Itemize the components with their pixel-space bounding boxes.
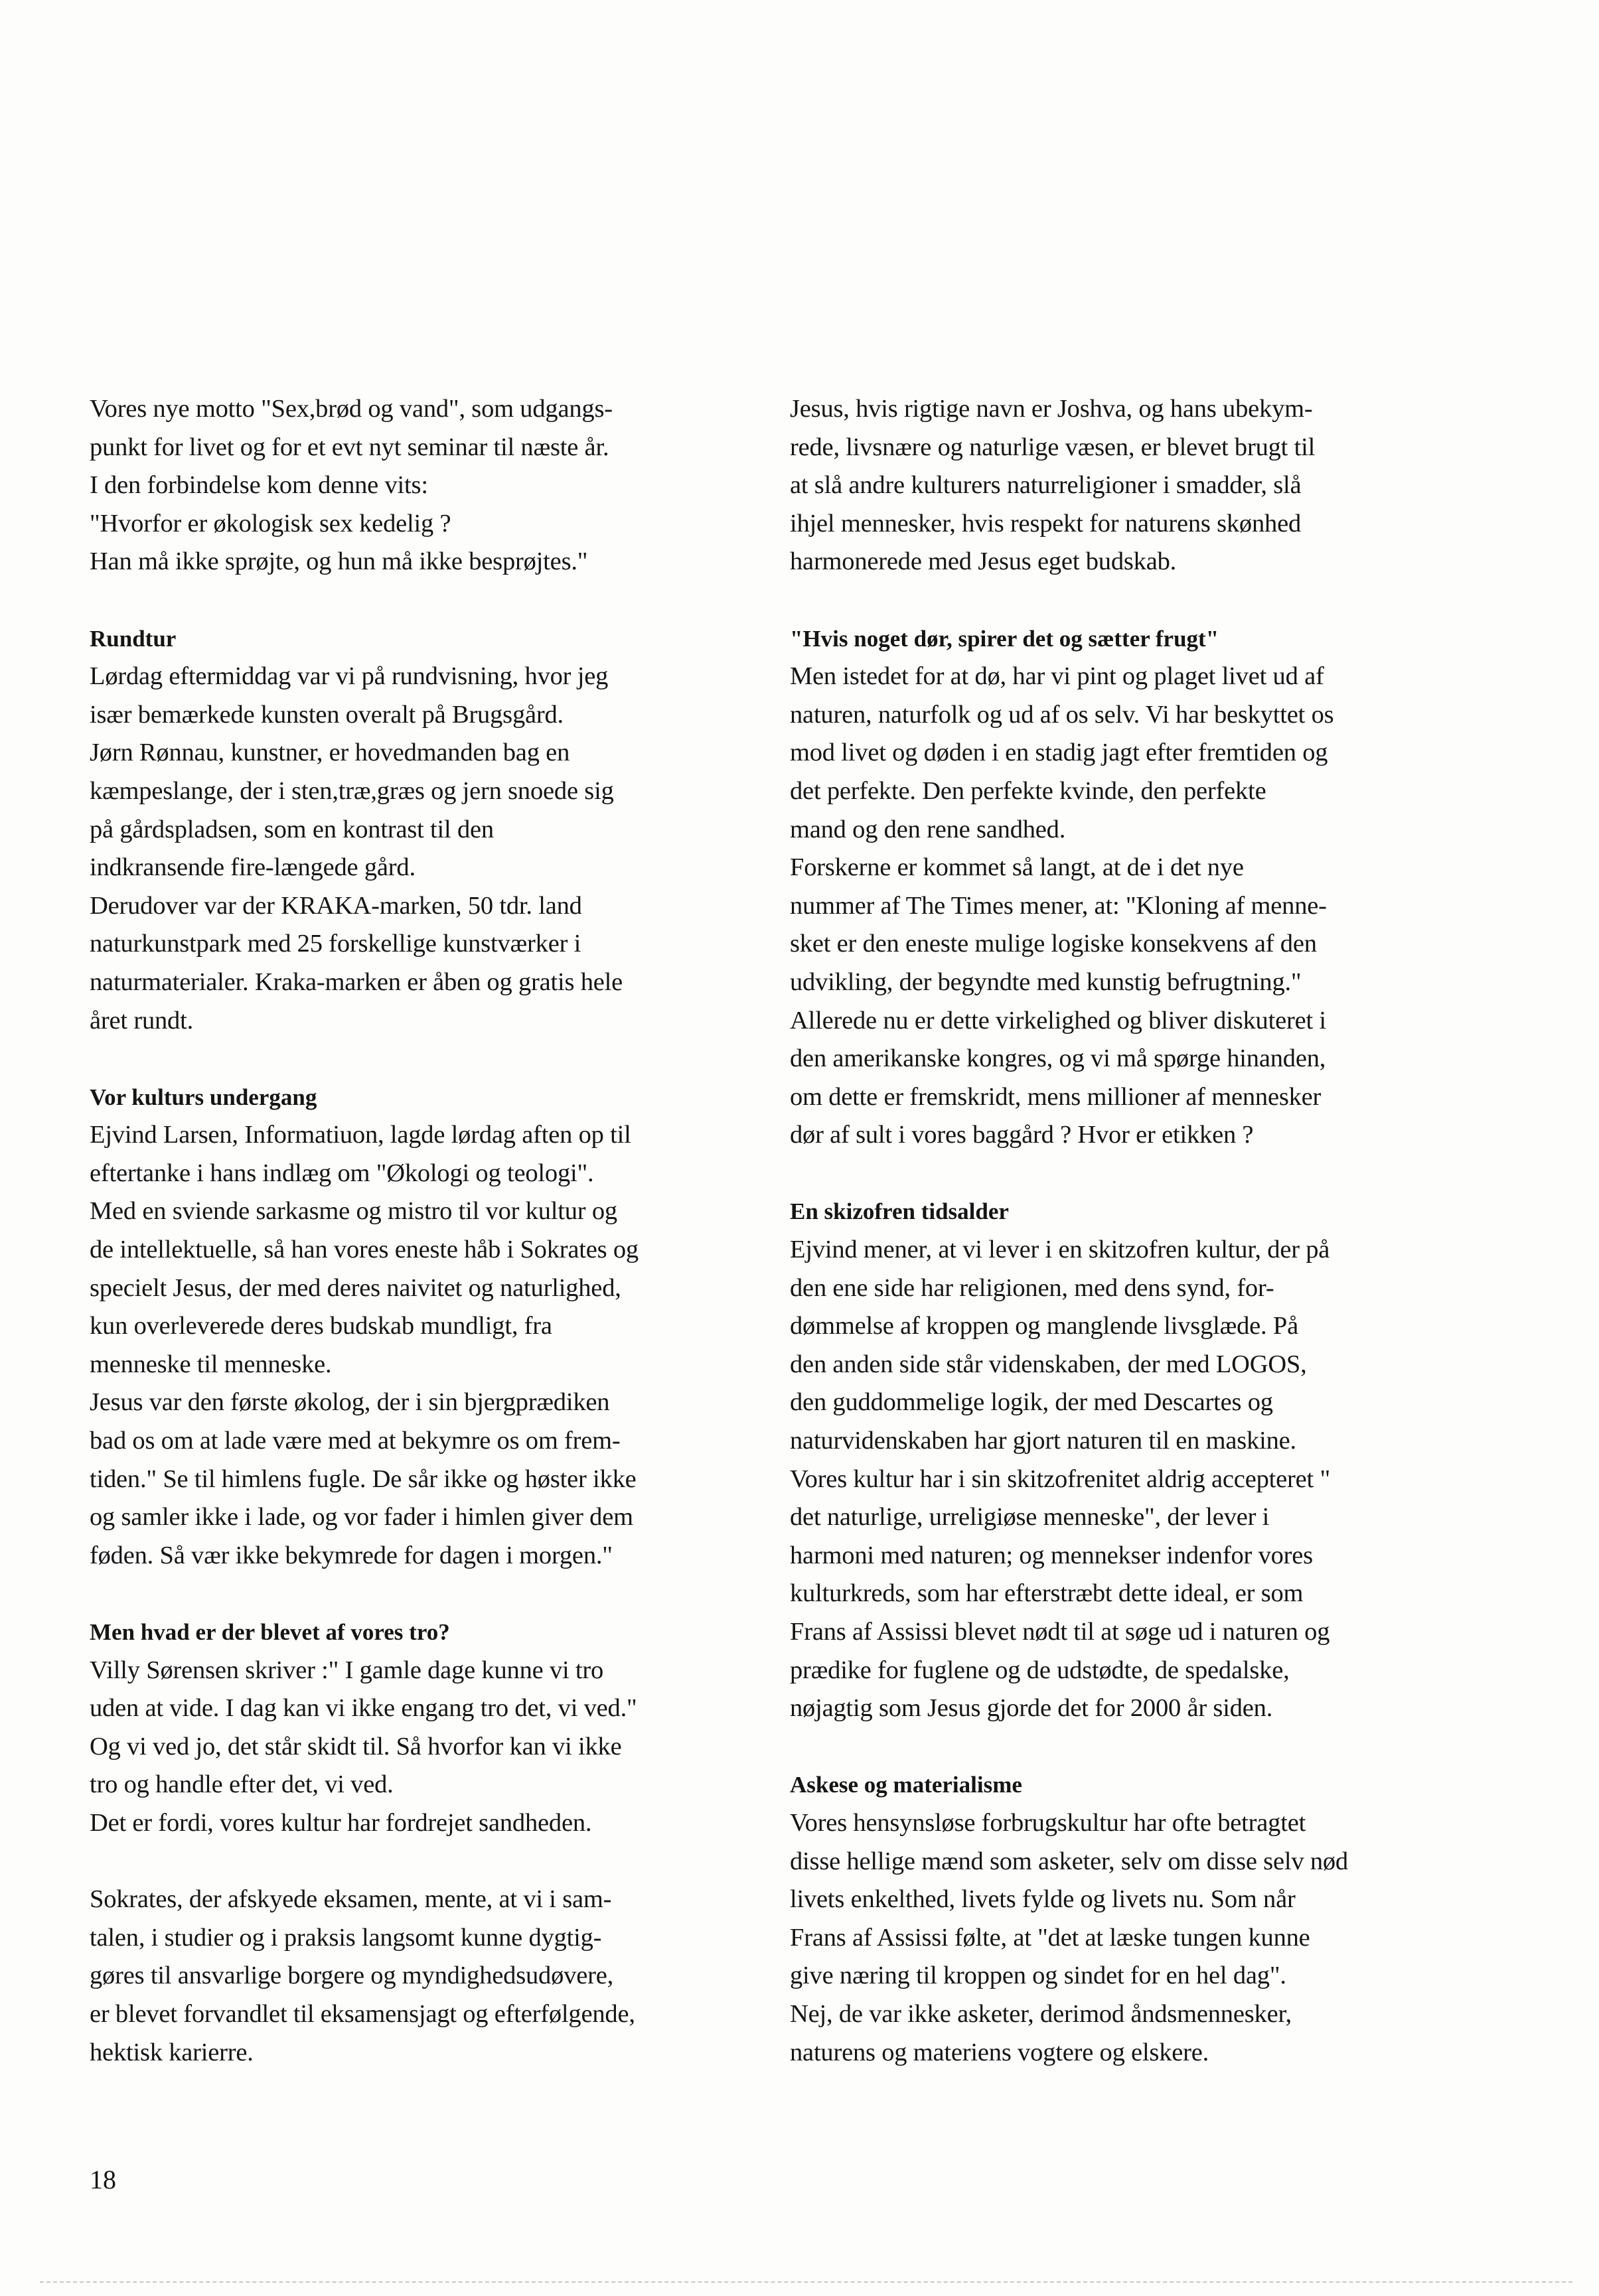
undergang-paragraph: Ejvind Larsen, Informatiuon, lagde lørdag aften op til eftertanke i hans indlæg om "Økologi og teologi". Med en sviende sarkasme og mistro til vor kultur og de intellektuelle, så han vores eneste håb i Sokrates og specielt Jesus, der med deres naivitet og naturlighed, kun overleverede deres budskab mundligt, fra menneske til menneske. Jesus var den første økolog, der i sin bjergprædiken bad os om at lade være med at bekymre os om frem- tiden." Se til himlens fugle. De sår ikke og høster ikke og samler ikke i lade, og vor fader i himlen giver dem føden. Så vær ikke bekymrede for dagen i morgen." [90, 1121, 639, 1569]
paragraph-gap [790, 581, 1460, 620]
bottom-scan-rule [40, 2281, 1572, 2283]
rundtur-paragraph: Lørdag eftermiddag var vi på rundvisning, hvor jeg især bemærkede kunsten overalt på Brugsgård. Jørn Rønnau, kunstner, er hovedmanden bag en kæmpeslange, der i sten,træ,græs og jern snoede sig på gårdspladsen, som en kontrast til den indkransende fire-længede gård. Derudover var der KRAKA-marken, 50 tdr. land naturkunstpark med 25 forskellige kunstværker i naturmaterialer. Kraka-marken er åben og gratis hele året rundt. [90, 662, 623, 1035]
doer-heading: "Hvis noget dør, spirer det og sætter frugt" [790, 625, 1219, 652]
paragraph-gap [790, 1728, 1460, 1766]
skizofren-heading: En skizofren tidsalder [790, 1198, 1009, 1225]
tro-paragraph: Villy Sørensen skriver :" I gamle dage kunne vi tro uden at vide. I dag kan vi ikke engang tro det, vi ved." Og vi ved jo, det står skidt til. Så hvorfor kan vi ikke tro og handle efter det, vi ved. Det er fordi, vores kultur har fordrejet sandheden. [90, 1656, 637, 1837]
paragraph-gap [790, 1155, 1460, 1193]
right-column [790, 390, 1460, 2072]
left-column [90, 390, 757, 2072]
rundtur-heading: Rundtur [90, 625, 177, 652]
askese-heading: Askese og materialisme [790, 1772, 1022, 1798]
doer-paragraph: Men istedet for at dø, har vi pint og plaget livet ud af naturen, naturfolk og ud af os selv. Vi har beskyttet os mod livet og døden i en stadig jagt efter fremtiden og det perfekte. Den perfekte kvinde, den perfekte mand og den rene sandhed. Forskerne er kommet så langt, at de i det nye nummer af The Times mener, at: "Kloning af menne- sket er den eneste mulige logiske konsekvens af den udvikling, der begyndte med kunstig befrugtning." Allerede nu er dette virkelighed og bliver diskuteret i den amerikanske kongres, og vi må spørge hinanden, om dette er fremskridt, mens millioner af mennesker dør af sult i vores baggård ? Hvor er etikken ? [790, 662, 1334, 1149]
tro-heading: Men hvad er der blevet af vores tro? [90, 1619, 450, 1645]
sokrates-paragraph: Sokrates, der afskyede eksamen, mente, at vi i sam- talen, i studier og i praksis langsomt kunne dygtig- gøres til ansvarlige borgere og myndighedsudøvere, er blevet forvandlet til eksamensjagt og efterfølgende, hektisk karierre. [90, 1885, 635, 2066]
askese-paragraph: Vores hensynsløse forbrugskultur har ofte betragtet disse hellige mænd som asketer, selv om disse selv nød livets enkelthed, livets fylde og livets nu. Som når Frans af Assissi følte, at "det at læske tungen kunne give næring til kroppen og sindet for en hel dag". Nej, de var ikke asketer, derimod åndsmennesker, naturens og materiens vogtere og elskere. [790, 1808, 1348, 2066]
undergang-heading: Vor kulturs undergang [90, 1084, 317, 1110]
page-number: 18 [90, 2165, 116, 2194]
paragraph-gap [90, 1575, 757, 1613]
skizofren-paragraph: Ejvind mener, at vi lever i en skitzofren kultur, der på den ene side har religionen, med dens synd, for- dømmelse af kroppen og manglende livsglæde. På den anden side står videnskaben, der med LOGOS, den guddommelige logik, der med Descartes og naturvidenskaben har gjort naturen til en maskine. Vores kultur har i sin skitzofrenitet aldrig accepteret " det naturlige, urreligiøse menneske", der lever i harmoni med naturen; og mennekser indenfor vores kulturkreds, som har efterstræbt dette ideal, er som Frans af Assissi blevet nødt til at søge ud i naturen og prædike for fuglene og de udstødte, de spedalske, nøjagtig som Jesus gjorde det for 2000 år siden. [790, 1236, 1330, 1723]
paragraph-gap [90, 1843, 757, 1881]
intro-paragraph: Vores nye motto "Sex,brød og vand", som udgangs- punkt for livet og for et evt nyt seminar til næste år. I den forbindelse kom denne vits: "Hvorfor er økologisk sex kedelig ? Han må ikke sprøjte, og hun må ikke besprøjtes." [90, 395, 613, 576]
paragraph-gap [90, 1040, 757, 1078]
jesus-paragraph: Jesus, hvis rigtige navn er Joshva, og hans ubekym- rede, livsnære og naturlige væsen, er blevet brugt til at slå andre kulturers naturreligioner i smadder, slå ihjel mennesker, hvis respekt for naturens skønhed harmonerede med Jesus eget budskab. [790, 395, 1316, 576]
paragraph-gap [90, 581, 757, 620]
